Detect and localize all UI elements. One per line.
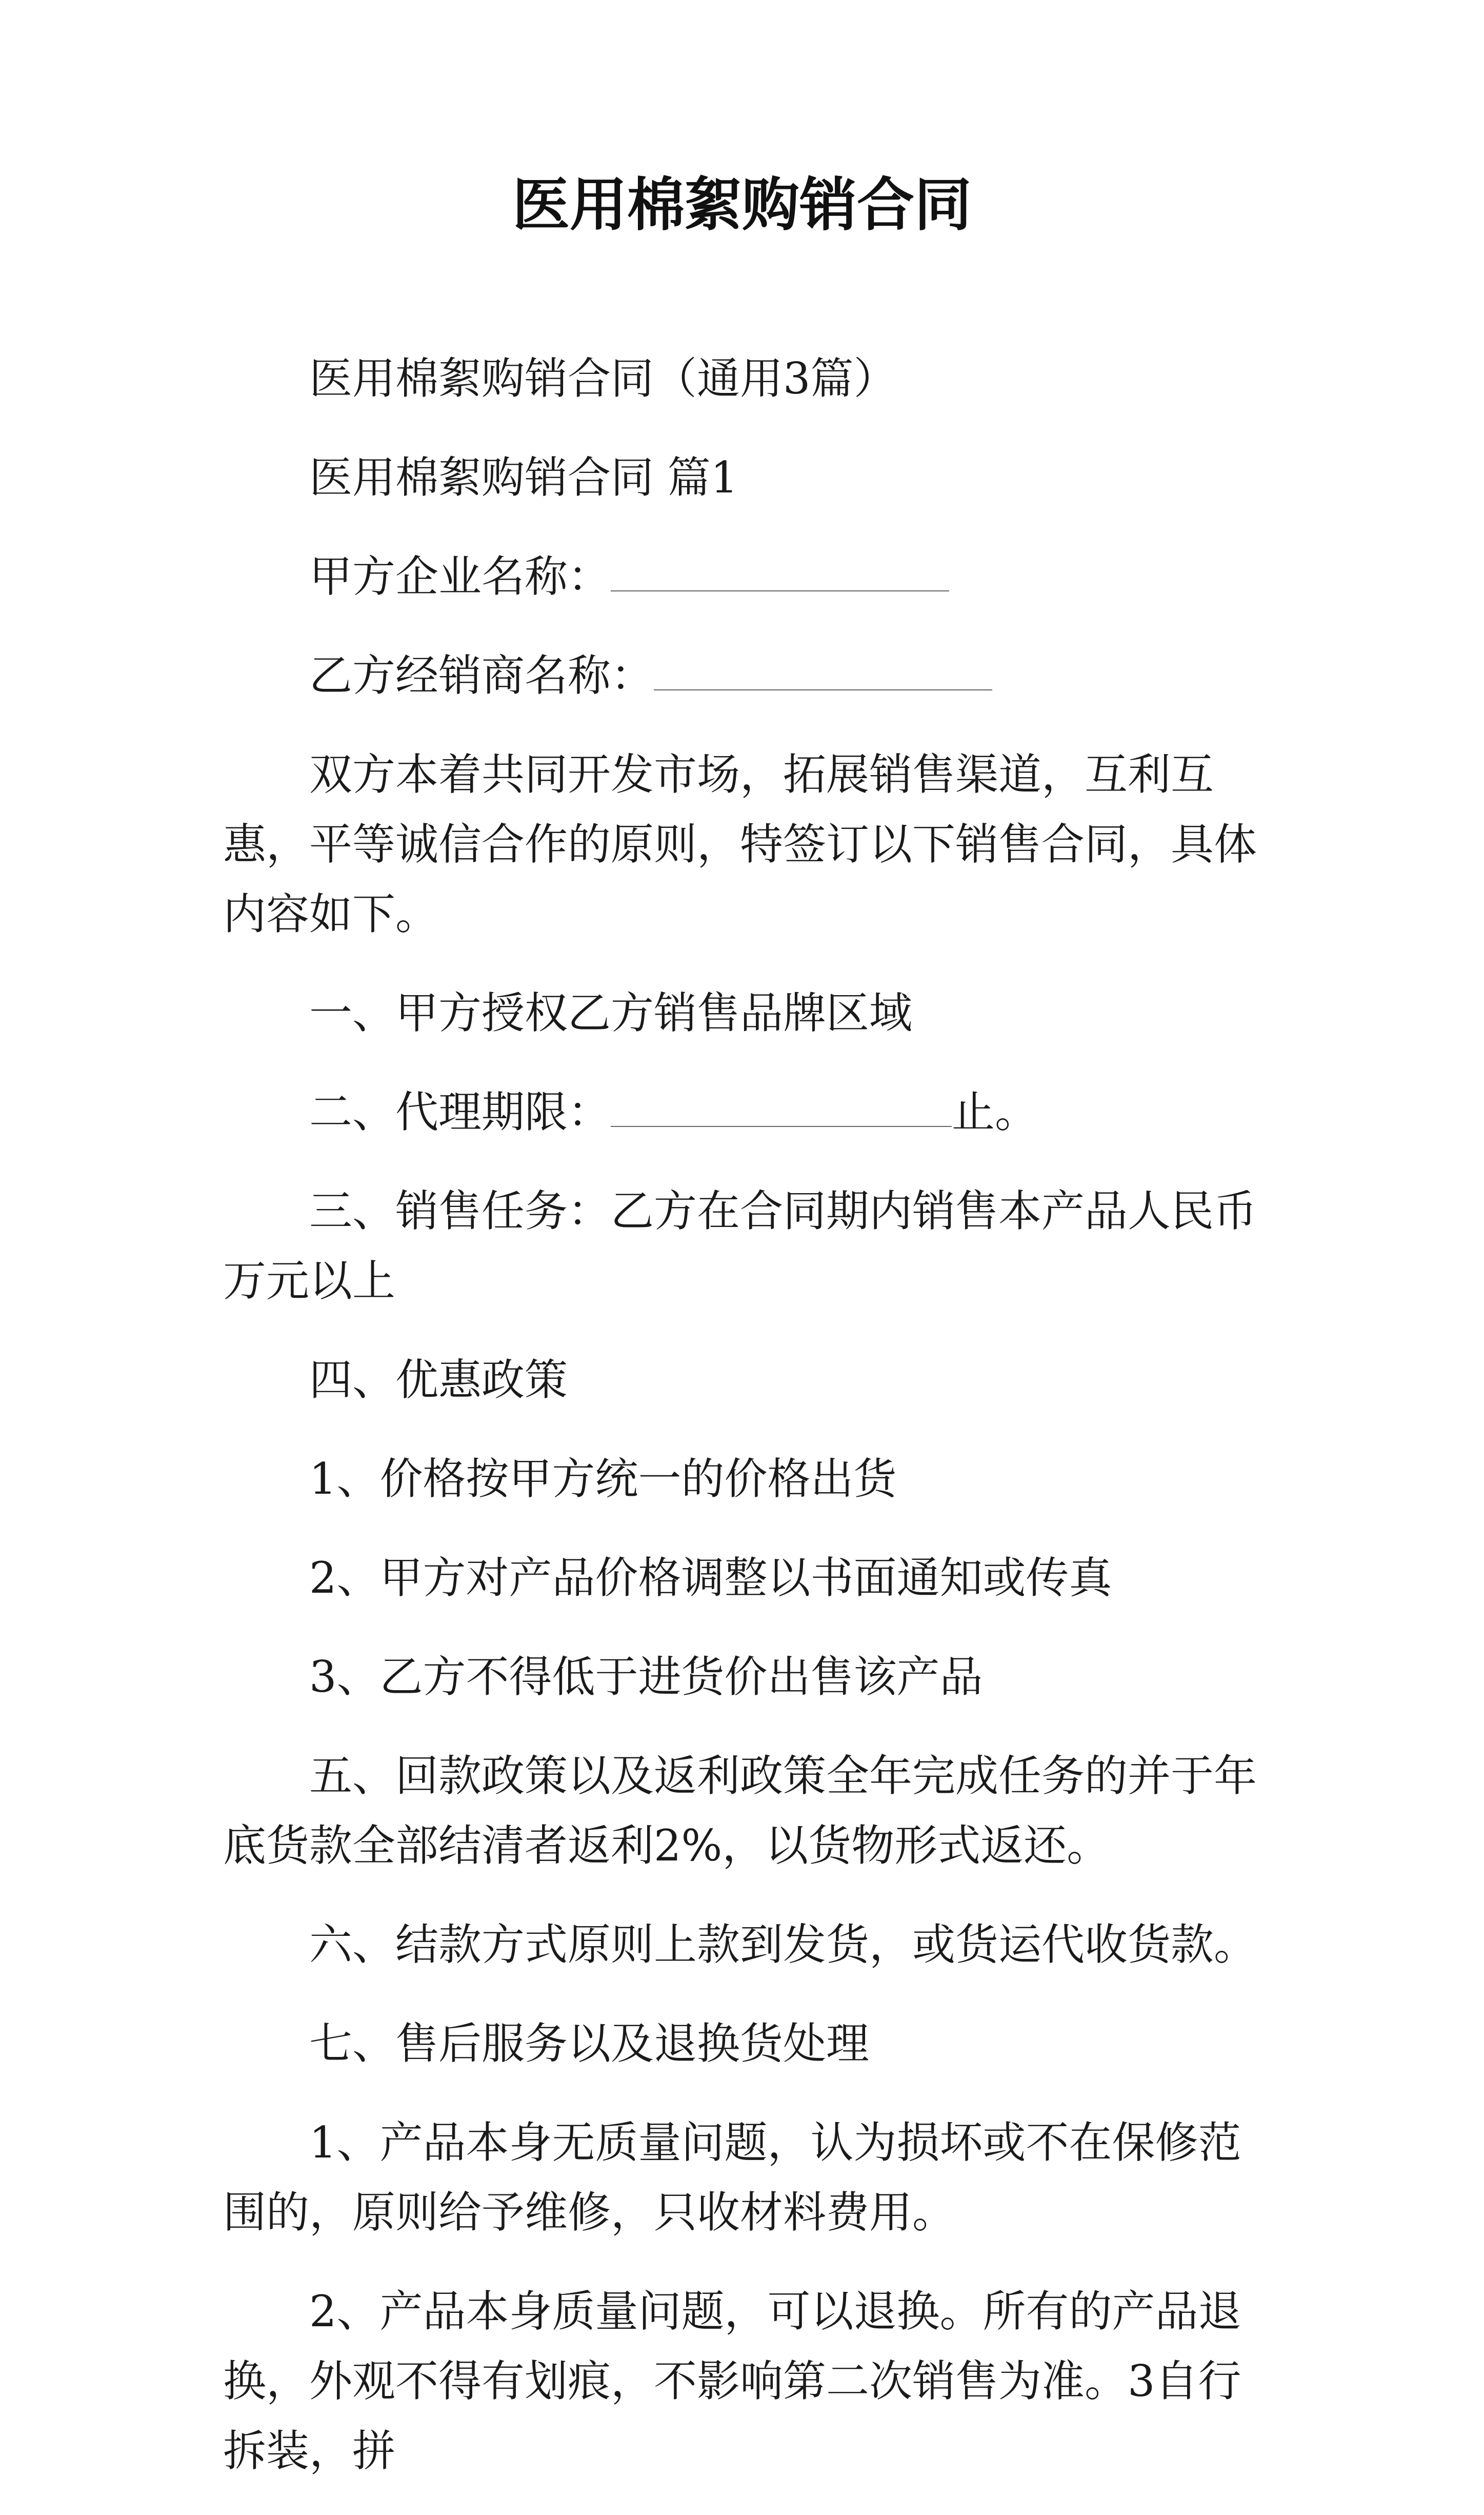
paragraph-clause-3: 三、销售任务：乙方在合同期内销售本产品人民币万元以上 [223,1186,1257,1306]
page-title: 医用棉絮购销合同 [512,171,972,239]
paragraph-clause-7: 七、售后服务以及退换货处理 [309,2018,870,2069]
agency-term-blank [611,1079,952,1127]
party-a-label: 甲方企业名称： [309,551,611,602]
agency-term-label: 二、代理期限： [309,1087,611,1137]
paragraph-clause-2 [223,1077,1269,1147]
paragraph-clause-4-item-3: 3、乙方不得低于进货价出售该产品 [309,1652,983,1702]
agency-term-suffix: 止。 [952,1087,1038,1137]
document-body [223,344,1269,2515]
paragraph-clause-4: 四、优惠政策 [309,1355,568,1405]
paragraph-subtitle: 医用棉絮购销合同（通用3篇） [309,353,897,404]
paragraph-clause-7-item-1: 1、产品本身无质量问题，认为损坏或不在保修范围的，原则给予维修，只收材料费用。 [223,2117,1241,2237]
party-b-label: 乙方经销商名称： [309,650,654,701]
paragraph-clause-4-item-1: 1、价格按甲方统一的价格出货 [309,1454,897,1504]
paragraph-clause-7-item-2: 2、产品本身质量问题，可以退换。所有的产品退换，外观不得有划痕，不影响第二次销售为准。3自行拆装，拼 [223,2286,1241,2476]
paragraph-clause-4-item-2: 2、甲方对产品价格调整以书面通知或传真 [309,1553,1112,1603]
paragraph-party-b [223,641,1269,710]
paragraph-party-a [223,542,1269,611]
paragraph-clause-5: 五、回款政策以及返利政策全年完成任务的并于年底货款全部结清者返利2%，以货物形式返还。 [223,1751,1257,1871]
paragraph-clause-6: 六、结款方式原则上款到发货，或货运代收货款。 [309,1919,1257,1970]
party-b-name-blank [654,642,992,690]
paragraph-clause-1: 一、甲方授权乙方销售品牌区域 [309,988,913,1038]
paragraph-section-heading: 医用棉絮购销合同 篇1 [309,452,738,503]
party-a-name-blank [611,543,949,591]
paragraph-preamble: 双方本着共同开发市场，拓展销售渠道，互利互惠，平等诚信合作的原则，特签订以下销售合同，具体内容如下。 [223,749,1257,939]
